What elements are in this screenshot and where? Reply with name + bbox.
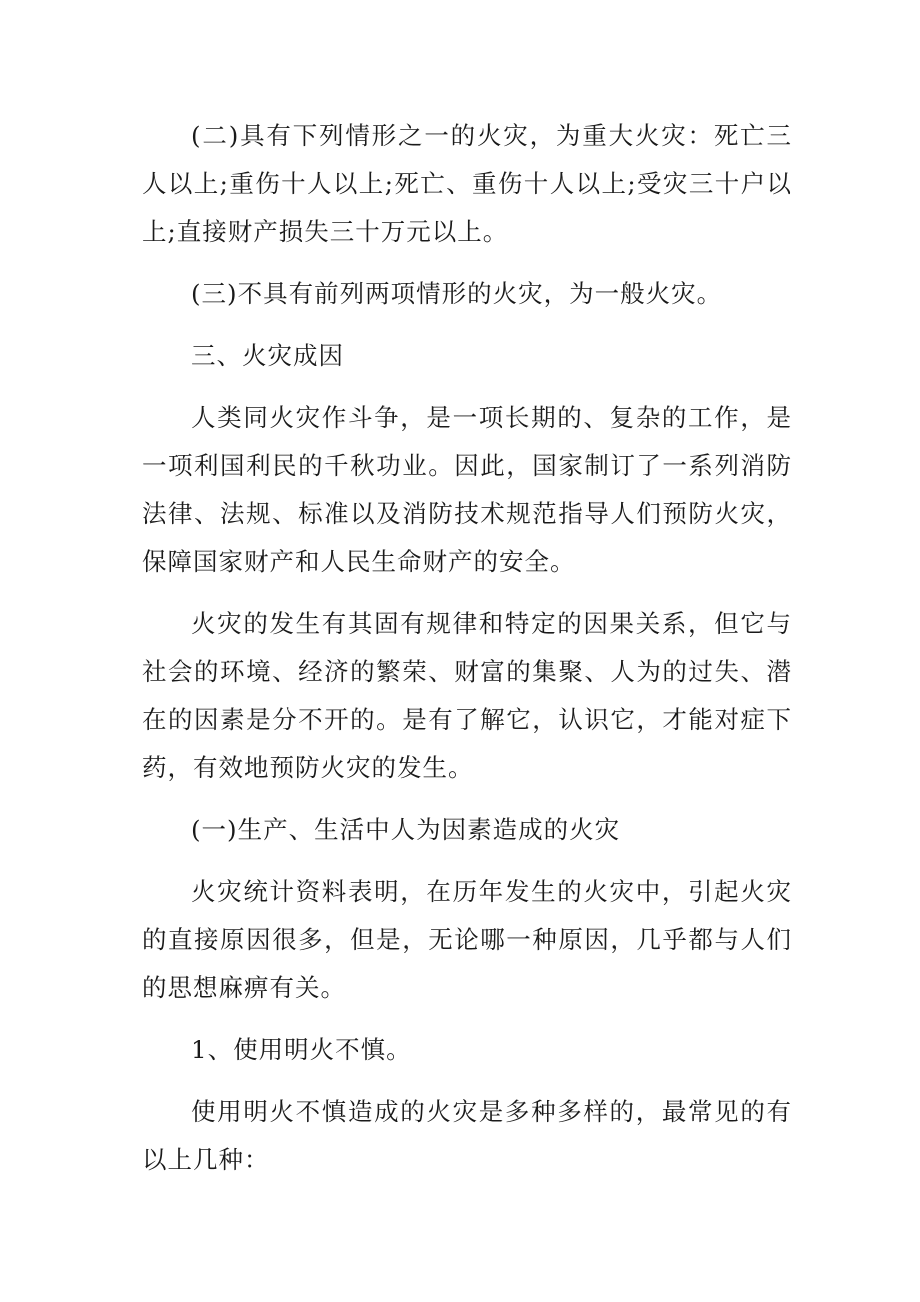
paragraph-fire-occurrence: 火灾的发生有其固有规律和特定的因果关系，但它与社会的环境、经济的繁荣、财富的集聚、人为的过失、潜在的因素是分不开的。是有了解它，认识它，才能对症下药，有效地预防火灾的发生。 <box>142 609 792 782</box>
section-heading-fire-causes: 三、火灾成因 <box>191 341 344 370</box>
document-body <box>142 112 792 1198</box>
paragraph-open-flame-causes: 使用明火不慎造成的火灾是多种多样的，最常见的有以上几种： <box>142 1097 792 1174</box>
list-item-open-flame: 1、使用明火不慎。 <box>191 1035 412 1064</box>
paragraph-fire-statistics: 火灾统计资料表明，在历年发生的火灾中，引起火灾的直接原因很多，但是，无论哪一种原因，几乎都与人们的思想麻痹有关。 <box>142 877 792 1002</box>
paragraph-general-fire: (三)不具有前列两项情形的火灾，为一般火灾。 <box>191 279 723 308</box>
paragraph-fight-against-fire: 人类同火灾作斗争，是一项长期的、复杂的工作，是一项利国利民的千秋功业。因此，国家制订了一系列消防法律、法规、标准以及消防技术规范指导人们预防火灾，保障国家财产和人民生命财产的安全。 <box>142 403 792 576</box>
subheading-human-factors: (一)生产、生活中人为因素造成的火灾 <box>191 815 621 844</box>
paragraph-major-fire-criteria: (二)具有下列情形之一的火灾，为重大火灾：死亡三人以上;重伤十人以上;死亡、重伤十人以上;受灾三十户以上;直接财产损失三十万元以上。 <box>142 121 792 246</box>
